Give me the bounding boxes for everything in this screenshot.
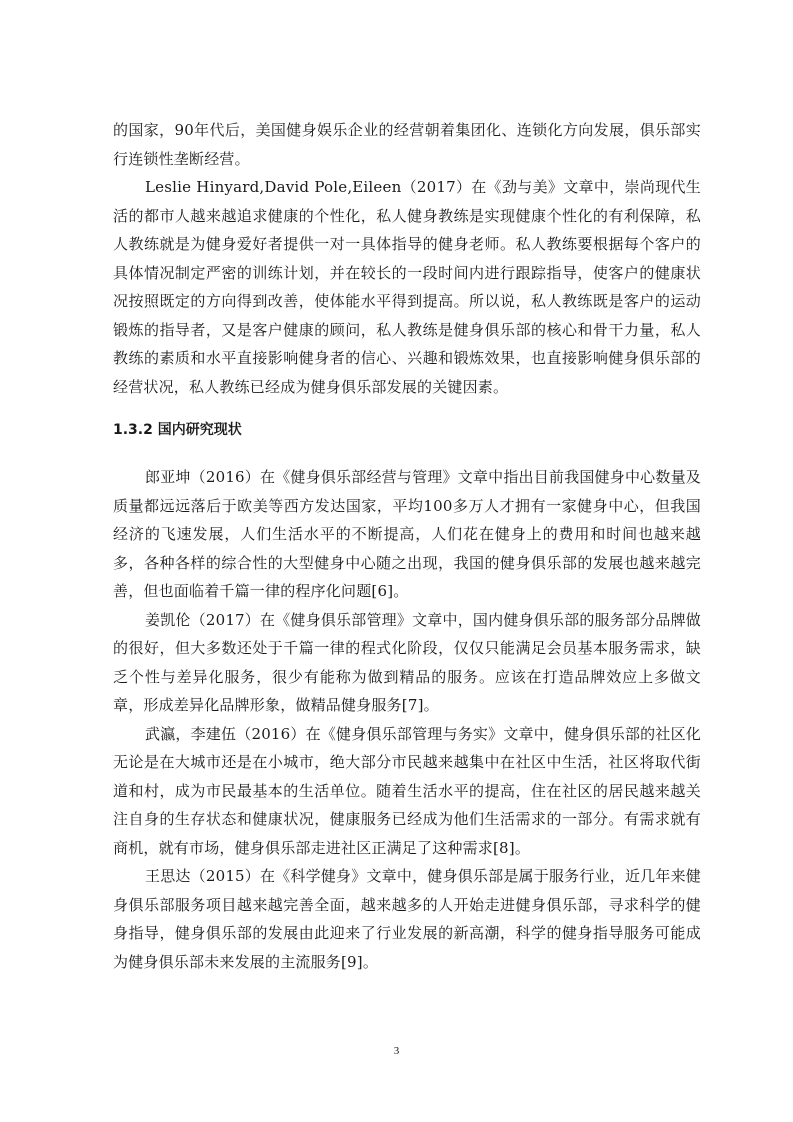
paragraph-continued: 的国家，90年代后，美国健身娱乐企业的经营朝着集团化、连锁化方向发展，俱乐部实行连锁性垄断经营。	[113, 121, 701, 168]
paragraph-jiang: 姜凯伦（2017）在《健身俱乐部管理》文章中，国内健身俱乐部的服务部分品牌做的很好，但大多数还处于千篇一律的程式化阶段，仅仅只能满足会员基本服务需求，缺乏个性与差异化服务，很少有能称为做到精品的服务。应该在打造品牌效应上多做文章，形成差异化品牌形象，做精品健身服务[7]。	[113, 610, 701, 714]
paragraph-wang: 王思达（2015）在《科学健身》文章中，健身俱乐部是属于服务行业，近几年来健身俱乐部服务项目越来越完善全面，越来越多的人开始走进健身俱乐部，寻求科学的健身指导，健身俱乐部的发展由此迎来了行业发展的新高潮，科学的健身指导服务可能成为健身俱乐部未来发展的主流服务[9]。	[113, 867, 701, 971]
paragraph-wu: 武瀛，李建伍（2016）在《健身俱乐部管理与务实》文章中，健身俱乐部的社区化无论是在大城市还是在小城市，绝大部分市民越来越集中在社区中生活，社区将取代街道和村，成为市民最基本的生活单位。随着生活水平的提高，住在社区的居民越来越关注自身的生存状态和健康状况，健康服务已经成为他们生活需求的一部分。有需求就有商机，就有市场，健身俱乐部走进社区正满足了这种需求[8]。	[113, 724, 701, 857]
paragraph-lang: 郎亚坤（2016）在《健身俱乐部经营与管理》文章中指出目前我国健身中心数量及质量都远远落后于欧美等西方发达国家，平均100多万人才拥有一家健身中心，但我国经济的飞速发展，人们生活水平的不断提高，人们花在健身上的费用和时间也越来越多，各种各样的综合性的大型健身中心随之出现，我国的健身俱乐部的发展也越来越完善，但也面临着千篇一律的程序化问题[6]。	[113, 468, 701, 600]
paragraph-hinyard: Leslie Hinyard,David Pole,Eileen（2017）在《劲与美》文章中，崇尚现代生活的都市人越来越追求健康的个性化，私人健身教练是实现健康个性化的有利保障，私人教练就是为健身爱好者提供一对一具体指导的健身老师。私人教练要根据每个客户的具体情况制定严密的训练计划，并在较长的一段时间内进行跟踪指导，使客户的健康状况按照既定的方向得到改善，使体能水平得到提高。所以说，私人教练既是客户的运动锻炼的指导者，又是客户健康的顾问，私人教练是健身俱乐部的核心和骨干力量，私人教练的素质和水平直接影响健身者的信心、兴趣和锻炼效果，也直接影响健身俱乐部的经营状况，私人教练已经成为健身俱乐部发展的关键因素。	[113, 178, 701, 396]
page-body	[113, 116, 701, 976]
section-heading: 1.3.2 国内研究现状	[113, 422, 242, 438]
page-number: 3	[393, 1045, 400, 1057]
